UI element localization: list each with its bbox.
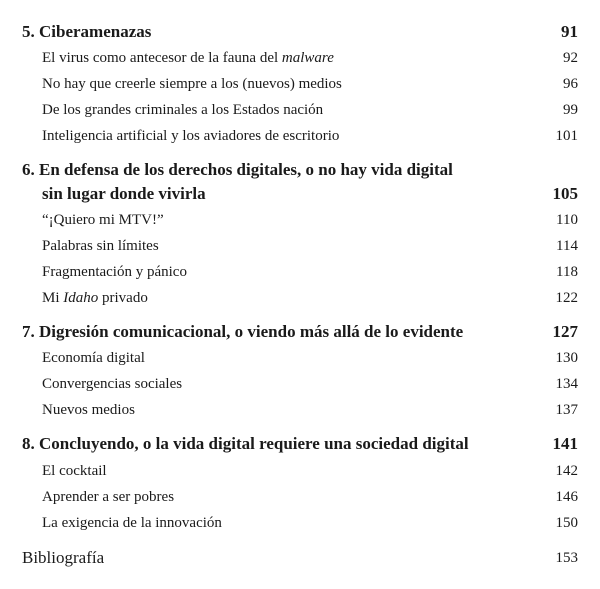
chapter-5-entry[interactable] <box>0 20 600 44</box>
section-page: 96 <box>563 76 578 92</box>
bibliography-entry[interactable] <box>0 546 600 570</box>
section-title: Convergencias sociales <box>42 376 183 392</box>
chapter-6-title-line1: 6. En defensa de los derechos digitales, o no hay vida digital <box>22 160 453 179</box>
section-entry[interactable] <box>0 260 600 284</box>
section-entry[interactable] <box>0 46 600 70</box>
chapter-6-page: 105 <box>552 184 578 203</box>
section-page: 142 <box>555 463 578 479</box>
chapter-7-page: 127 <box>552 322 578 341</box>
chapter-6-entry-line2[interactable] <box>0 182 600 206</box>
section-entry[interactable] <box>0 459 600 483</box>
section-entry[interactable] <box>0 372 600 396</box>
section-title: Aprender a ser pobres <box>42 489 175 505</box>
section-page: 92 <box>563 50 578 66</box>
section-page: 118 <box>556 264 578 280</box>
bibliography-title: Bibliografía <box>22 548 105 567</box>
bibliography-page: 153 <box>555 550 578 566</box>
section-entry[interactable] <box>0 485 600 509</box>
section-title: Nuevos medios <box>42 402 135 418</box>
section-page: 150 <box>555 515 578 531</box>
section-entry[interactable] <box>0 98 600 122</box>
section-entry[interactable] <box>0 72 600 96</box>
section-page: 110 <box>556 212 578 228</box>
section-title: Fragmentación y pánico <box>42 264 187 280</box>
section-page: 114 <box>556 238 578 254</box>
chapter-8-title: 8. Concluyendo, o la vida digital requiere una sociedad digital <box>22 434 469 453</box>
section-title: No hay que creerle siempre a los (nuevos) medios <box>42 76 342 92</box>
section-entry[interactable] <box>0 208 600 232</box>
chapter-8-entry[interactable] <box>0 432 600 456</box>
section-title: El virus como antecesor de la fauna del malware <box>42 50 334 66</box>
section-page: 99 <box>563 102 578 118</box>
chapter-5-title: 5. Ciberamenazas <box>22 22 152 41</box>
chapter-6-title-line2: sin lugar donde vivirla <box>42 184 206 203</box>
section-entry[interactable] <box>0 398 600 422</box>
section-page: 101 <box>555 128 578 144</box>
section-entry[interactable] <box>0 346 600 370</box>
section-page: 122 <box>555 290 578 306</box>
chapter-8-page: 141 <box>552 434 578 453</box>
section-page: 146 <box>555 489 578 505</box>
section-page: 137 <box>555 402 578 418</box>
section-title: La exigencia de la innovación <box>42 515 222 531</box>
section-page: 134 <box>555 376 578 392</box>
section-entry[interactable] <box>0 124 600 148</box>
section-page: 130 <box>555 350 578 366</box>
section-entry[interactable] <box>0 511 600 535</box>
section-title: Mi Idaho privado <box>42 290 148 306</box>
section-title: Inteligencia artificial y los aviadores de escritorio <box>42 128 340 144</box>
section-title: De los grandes criminales a los Estados nación <box>42 102 324 118</box>
section-entry[interactable] <box>0 234 600 258</box>
section-title: El cocktail <box>42 463 107 479</box>
section-title: “¡Quiero mi MTV!” <box>42 212 164 228</box>
section-title: Economía digital <box>42 350 145 366</box>
section-title: Palabras sin límites <box>42 238 159 254</box>
chapter-5-page: 91 <box>561 22 578 41</box>
chapter-7-entry[interactable] <box>0 320 600 344</box>
section-entry[interactable] <box>0 286 600 310</box>
chapter-6-entry-line1[interactable] <box>0 158 600 182</box>
chapter-7-title: 7. Digresión comunicacional, o viendo más allá de lo evidente <box>22 322 464 341</box>
